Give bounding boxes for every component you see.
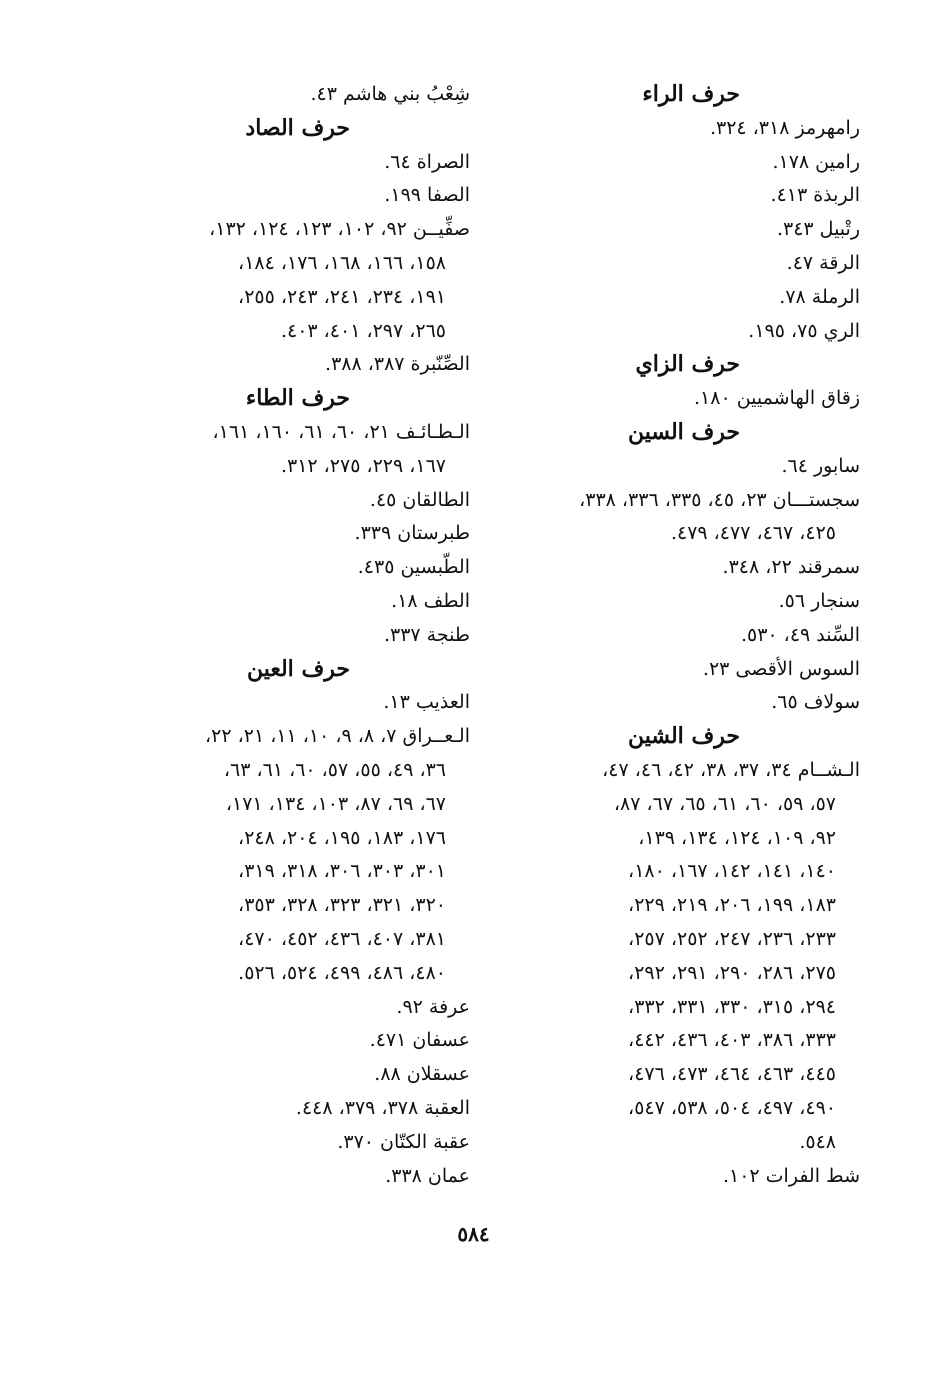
index-entry-continuation: ٤٨٠، ٤٨٦، ٤٩٩، ٥٢٤، ٥٢٦. — [238, 961, 446, 984]
index-entry-continuation: ٤٢٥، ٤٦٧، ٤٧٧، ٤٧٩. — [670, 522, 836, 545]
index-entry: سابور ٦٤. — [781, 454, 860, 477]
index-entry: عسقلان ٨٨. — [374, 1063, 470, 1086]
index-entry: الربذة ٤١٣. — [770, 184, 860, 207]
section-heading: حرف الصاد — [245, 114, 350, 141]
index-entry: عسفان ٤٧١. — [369, 1029, 470, 1052]
right-column — [505, 78, 860, 1193]
index-entry: سولاف ٦٥. — [771, 691, 860, 714]
index-entry: الصراة ٦٤. — [384, 150, 470, 173]
index-entry: العقبة ٣٧٨، ٣٧٩، ٤٤٨. — [295, 1096, 470, 1119]
index-entry: شِعْبُ بني هاشم ٤٣. — [310, 83, 470, 105]
index-entry: السِّند ٤٩، ٥٣٠. — [740, 623, 860, 646]
index-entry-continuation: ١٧٦، ١٨٣، ١٩٥، ٢٠٤، ٢٤٨، — [238, 826, 446, 849]
index-entry: عمان ٣٣٨. — [385, 1164, 470, 1187]
index-entry: طنجة ٣٣٧. — [383, 623, 470, 646]
index-entry: الصِّنّبرة ٣٨٧، ٣٨٨. — [325, 353, 470, 376]
index-entry: الصفا ١٩٩. — [384, 184, 470, 207]
index-entry: الرقة ٤٧. — [786, 251, 860, 274]
index-entry-continuation: ١٥٨، ١٦٦، ١٦٨، ١٧٦، ١٨٤، — [238, 251, 446, 274]
index-entry: سجستـــان ٢٣، ٤٥، ٣٣٥، ٣٣٦، ٣٣٨، — [579, 488, 860, 511]
index-entry-continuation: ٣٣٣، ٣٨٦، ٤٠٣، ٤٣٦، ٤٤٢، — [628, 1029, 836, 1052]
index-entry-continuation: ٢٦٥، ٢٩٧، ٤٠١، ٤٠٣. — [280, 319, 446, 342]
index-entry: رتْبيل ٣٤٣. — [776, 218, 860, 241]
index-entry-continuation: ٣٦، ٤٩، ٥٥، ٥٧، ٦٠، ٦١، ٦٣، — [223, 758, 446, 781]
page-number: ٥٨٤ — [457, 1222, 490, 1246]
index-entry: صفِّيــن ٩٢، ١٠٢، ١٢٣، ١٢٤، ١٣٢، — [209, 218, 470, 241]
index-entry: الـعــراق ٧، ٨، ٩، ١٠، ١١، ٢١، ٢٢، — [205, 725, 470, 748]
index-entry-continuation: ١٤٠، ١٤١، ١٤٢، ١٦٧، ١٨٠، — [628, 860, 836, 883]
index-entry: الطّبسين ٤٣٥. — [357, 556, 470, 579]
index-entry-continuation: ٢٧٥، ٢٨٦، ٢٩٠، ٢٩١، ٢٩٢، — [628, 961, 836, 984]
index-entry: السوس الأقصى ٢٣. — [702, 657, 860, 680]
index-entry: عرفة ٩٢. — [396, 995, 470, 1018]
section-heading: حرف الزاي — [635, 351, 740, 378]
index-entry-continuation: ٣٠١، ٣٠٣، ٣٠٦، ٣١٨، ٣١٩، — [238, 860, 446, 883]
index-entry: شط الفرات ١٠٢. — [722, 1164, 860, 1187]
index-entry: الرملة ٧٨. — [779, 285, 860, 308]
section-heading: حرف الشين — [627, 723, 740, 750]
index-entry: سمرقند ٢٢، ٣٤٨. — [722, 556, 860, 579]
index-entry: الطف ١٨. — [391, 589, 470, 612]
index-entry-continuation: ٢٣٣، ٢٣٦، ٢٤٧، ٢٥٢، ٢٥٧، — [628, 927, 836, 950]
section-heading: حرف الطاء — [245, 385, 350, 412]
index-entry: الـطـائـف ٢١، ٦٠، ٦١، ١٦٠، ١٦١، — [212, 420, 470, 443]
index-entry: زقاق الهاشميين ١٨٠. — [694, 387, 860, 410]
left-column — [110, 78, 470, 1193]
index-entry-continuation: ٥٧، ٥٩، ٦٠، ٦١، ٦٥، ٦٧، ٨٧، — [613, 792, 836, 815]
index-entry-continuation: ٢٩٤، ٣١٥، ٣٣٠، ٣٣١، ٣٣٢، — [628, 995, 836, 1018]
index-entry-continuation: ١٨٣، ١٩٩، ٢٠٦، ٢١٩، ٢٢٩، — [628, 894, 836, 917]
index-entry-continuation: ١٩١، ٢٣٤، ٢٤١، ٢٤٣، ٢٥٥، — [238, 285, 446, 308]
index-entry-continuation: ٤٤٥، ٤٦٣، ٤٦٤، ٤٧٣، ٤٧٦، — [628, 1063, 836, 1086]
index-entry: العذيب ١٣. — [383, 691, 470, 714]
index-entry: الـشــام ٣٤، ٣٧، ٣٨، ٤٢، ٤٦، ٤٧، — [602, 758, 860, 781]
index-entry: الطالقان ٤٥. — [369, 488, 470, 511]
section-heading: حرف الراء — [642, 81, 740, 107]
index-entry: طبرستان ٣٣٩. — [354, 522, 470, 545]
index-entry-continuation: ٣٨١، ٤٠٧، ٤٣٦، ٤٥٢، ٤٧٠، — [238, 927, 446, 950]
index-entry: رامين ١٧٨. — [772, 150, 860, 173]
index-entry-continuation: ٥٤٨. — [799, 1130, 836, 1153]
index-entry-continuation: ٤٩٠، ٤٩٧، ٥٠٤، ٥٣٨، ٥٤٧، — [628, 1096, 836, 1119]
index-entry: الري ٧٥، ١٩٥. — [748, 319, 860, 342]
index-entry-continuation: ١٦٧، ٢٢٩، ٢٧٥، ٣١٢. — [280, 454, 446, 477]
section-heading: حرف السين — [627, 418, 740, 445]
section-heading: حرف العين — [246, 655, 350, 682]
index-entry: عقبة الكتّان ٣٧٠. — [337, 1130, 470, 1153]
index-entry: رامهرمز ٣١٨، ٣٢٤. — [709, 116, 860, 139]
index-entry: سنجار ٥٦. — [778, 589, 860, 612]
index-entry-continuation: ٩٢، ١٠٩، ١٢٤، ١٣٤، ١٣٩، — [638, 826, 836, 849]
index-entry-continuation: ٣٢٠، ٣٢١، ٣٢٣، ٣٢٨، ٣٥٣، — [238, 894, 446, 917]
index-entry-continuation: ٦٧، ٦٩، ٨٧، ١٠٣، ١٣٤، ١٧١، — [225, 792, 446, 815]
